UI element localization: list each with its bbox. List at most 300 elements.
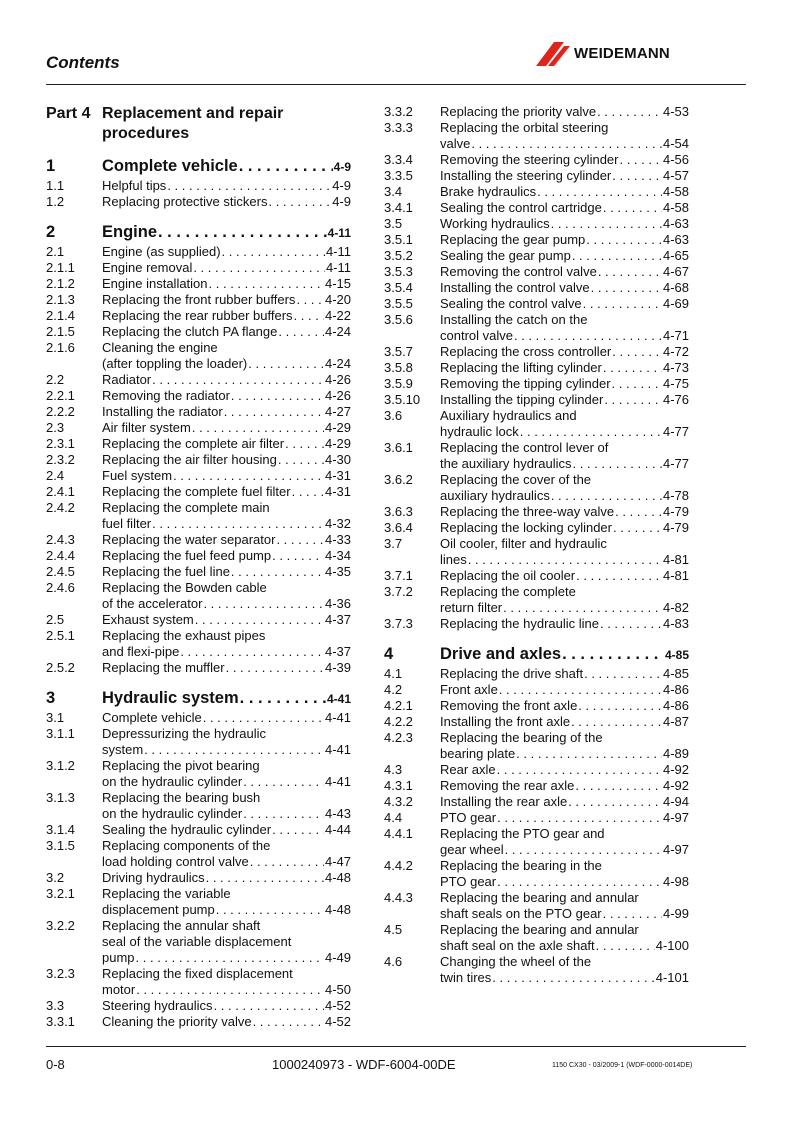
toc-leader-dots: [600, 616, 662, 632]
toc-page-number: 4-29: [324, 420, 351, 435]
toc-page-number: 4-57: [662, 168, 689, 183]
toc-entry-number: 3.5.7: [384, 344, 413, 359]
toc-entry-title: Replacing the cover of the: [440, 472, 592, 487]
toc-entry[interactable]: [46, 758, 351, 790]
toc-entry-number: 3.1.2: [46, 758, 75, 773]
toc-page-number: 4-26: [324, 372, 351, 387]
toc-entry[interactable]: [46, 308, 351, 324]
toc-chapter[interactable]: [384, 644, 689, 665]
toc-leader-dots: [216, 902, 324, 918]
toc-entry[interactable]: [46, 468, 351, 484]
toc-entry-number: 3.5.6: [384, 312, 413, 327]
toc-entry-title: Complete vehicle: [102, 710, 202, 725]
toc-entry[interactable]: [46, 420, 351, 436]
toc-entry[interactable]: [384, 584, 689, 616]
toc-leader-dots: [604, 392, 662, 408]
toc-entry[interactable]: [46, 500, 351, 532]
toc-entry-title: Replacing the priority valve: [440, 104, 597, 119]
toc-entry-number: 3.1.5: [46, 838, 75, 853]
toc-entry-title: Installing the rear axle: [440, 794, 568, 809]
toc-entry-number: 2.1.6: [46, 340, 75, 355]
toc-entry-title: Removing the rear axle: [440, 778, 575, 793]
toc-entry[interactable]: [384, 826, 689, 858]
toc-entry-title: of the accelerator: [102, 596, 203, 611]
toc-entry[interactable]: [46, 580, 351, 612]
toc-entry[interactable]: [384, 120, 689, 152]
toc-leader-dots: [239, 156, 333, 176]
toc-entry-title: Oil cooler, filter and hydraulic: [440, 536, 607, 551]
toc-entry-title: Replacing the control lever of: [440, 440, 609, 455]
part-title-line: Replacement and repair: [102, 105, 284, 122]
toc-leader-dots: [272, 822, 324, 838]
toc-page-number: 4-75: [662, 376, 689, 391]
toc-entry[interactable]: [384, 376, 689, 392]
toc-page-number: 4-72: [662, 344, 689, 359]
toc-leader-dots: [468, 552, 662, 568]
toc-entry-number: 4.2: [384, 682, 403, 697]
toc-entry[interactable]: [46, 612, 351, 628]
toc-entry[interactable]: [46, 372, 351, 388]
toc-leader-dots: [248, 356, 324, 372]
toc-entry[interactable]: [46, 966, 351, 998]
toc-leader-dots: [584, 666, 662, 682]
toc-leader-dots: [222, 244, 325, 260]
toc-entry[interactable]: [384, 714, 689, 730]
toc-leader-dots: [250, 854, 324, 870]
toc-leader-dots: [578, 698, 662, 714]
toc-page-number: 4-24: [324, 324, 351, 339]
toc-entry[interactable]: [384, 730, 689, 762]
toc-leader-dots: [597, 104, 662, 120]
toc-entry-number: 3.5.3: [384, 264, 413, 279]
toc-entry-number: 4.2.2: [384, 714, 413, 729]
toc-page-number: 4-29: [324, 436, 351, 451]
toc-entry[interactable]: [384, 698, 689, 714]
toc-leader-dots: [575, 778, 662, 794]
toc-entry[interactable]: [384, 360, 689, 376]
toc-entry-number: 3: [46, 689, 56, 707]
toc-entry-number: 3.3: [46, 998, 65, 1013]
toc-entry[interactable]: [46, 838, 351, 870]
toc-entry[interactable]: [384, 778, 689, 794]
toc-entry-title: bearing plate: [440, 746, 516, 761]
toc-page-number: 4-86: [662, 682, 689, 697]
toc-entry-number: 3.6.3: [384, 504, 413, 519]
toc-leader-dots: [268, 194, 331, 210]
toc-entry-number: 1: [46, 157, 56, 175]
toc-page-number: 4-43: [324, 806, 351, 821]
toc-entry-number: 3.2.3: [46, 966, 75, 981]
toc-chapter[interactable]: [46, 156, 351, 177]
toc-leader-dots: [568, 794, 662, 810]
toc-page-number: 4-79: [662, 520, 689, 535]
toc-list-left: [46, 156, 351, 1030]
toc-entry-title: the auxiliary hydraulics: [440, 456, 572, 471]
toc-leader-dots: [243, 774, 324, 790]
toc-leader-dots: [573, 456, 662, 472]
toc-column-left: [46, 104, 351, 1030]
toc-entry-title: Installing the tipping cylinder: [440, 392, 604, 407]
toc-page-number: 4-48: [324, 870, 351, 885]
toc-entry[interactable]: [384, 520, 689, 536]
toc-entry-number: 2.2.2: [46, 404, 75, 419]
toc-entry-title: Replacing the bearing and annular: [440, 890, 639, 905]
toc-entry[interactable]: [384, 666, 689, 682]
toc-entry-title: fuel filter: [102, 516, 152, 531]
toc-entry-number: 3.5.1: [384, 232, 413, 247]
header-divider: [46, 84, 746, 85]
toc-entry-number: 2.3.1: [46, 436, 75, 451]
toc-entry[interactable]: [46, 388, 351, 404]
toc-page-number: 4-68: [662, 280, 689, 295]
toc-page-number: 4-97: [662, 810, 689, 825]
toc-entry[interactable]: [46, 548, 351, 564]
toc-entry-title: Engine (as supplied): [102, 244, 221, 259]
toc-entry-number: 2.4.4: [46, 548, 75, 563]
toc-leader-dots: [598, 264, 662, 280]
toc-entry-title: system: [102, 742, 144, 757]
toc-entry-title: hydraulic lock: [440, 424, 519, 439]
toc-entry-title: Cleaning the engine: [102, 340, 218, 355]
toc-entry-title: Removing the control valve: [440, 264, 597, 279]
toc-entry-number: 3.5.5: [384, 296, 413, 311]
toc-leader-dots: [272, 548, 324, 564]
toc-leader-dots: [596, 938, 655, 954]
toc-page-number: 4-37: [324, 612, 351, 627]
toc-entry-title: Radiator: [102, 372, 152, 387]
toc-entry-number: 2.1.2: [46, 276, 75, 291]
toc-leader-dots: [612, 376, 662, 392]
toc-leader-dots: [292, 484, 324, 500]
toc-entry-title: Replacing the gear pump: [440, 232, 586, 247]
toc-entry-title: Replacing the bearing of the: [440, 730, 603, 745]
toc-leader-dots: [278, 324, 324, 340]
toc-entry[interactable]: [384, 280, 689, 296]
toc-chapter[interactable]: [46, 222, 351, 243]
toc-entry-number: 3.3.2: [384, 104, 413, 119]
toc-entry[interactable]: [384, 682, 689, 698]
toc-entry-title: Replacing the drive shaft: [440, 666, 584, 681]
toc-entry-number: 3.5.2: [384, 248, 413, 263]
toc-entry[interactable]: [384, 922, 689, 954]
toc-entry[interactable]: [46, 660, 351, 676]
toc-entry[interactable]: [46, 260, 351, 276]
toc-entry-number: 3.6.1: [384, 440, 413, 455]
toc-entry-number: 4.2.3: [384, 730, 413, 745]
footer-reference: 1150 CX30 - 03/2009-1 (WDF-0000-0014DE): [552, 1062, 693, 1069]
toc-entry[interactable]: [46, 532, 351, 548]
toc-entry[interactable]: [384, 248, 689, 264]
toc-entry-title: Replacing the hydraulic line: [440, 616, 599, 631]
toc-entry-title: displacement pump: [102, 902, 215, 917]
toc-page-number: 4-101: [655, 970, 689, 985]
toc-entry-title: Front axle: [440, 682, 498, 697]
toc-entry-title: Sealing the control cartridge: [440, 200, 602, 215]
toc-entry[interactable]: [384, 200, 689, 216]
toc-leader-dots: [551, 216, 662, 232]
toc-entry[interactable]: [384, 168, 689, 184]
toc-entry[interactable]: [384, 152, 689, 168]
toc-entry-title: on the hydraulic cylinder: [102, 774, 243, 789]
toc-entry-number: 4: [384, 645, 394, 663]
toc-entry[interactable]: [46, 324, 351, 340]
toc-leader-dots: [193, 260, 325, 276]
toc-entry-title: PTO gear: [440, 874, 497, 889]
part-number: Part 4: [46, 105, 91, 122]
toc-entry[interactable]: [384, 440, 689, 472]
footer-doc-id: 1000240973 - WDF-6004-00DE: [272, 1057, 456, 1072]
toc-entry-number: 4.1: [384, 666, 403, 681]
toc-entry-title: Removing the front axle: [440, 698, 578, 713]
toc-entry-number: 2.4: [46, 468, 65, 483]
toc-leader-dots: [243, 806, 324, 822]
page-title: Contents: [46, 53, 120, 72]
toc-page-number: 4-9: [332, 194, 351, 209]
toc-entry-number: 2.4.6: [46, 580, 75, 595]
toc-entry[interactable]: [46, 292, 351, 308]
toc-entry-title: Replacing the fixed displacement: [102, 966, 293, 981]
toc-entry[interactable]: [46, 710, 351, 726]
toc-entry-number: 2.2: [46, 372, 65, 387]
toc-page-number: 4-41: [324, 710, 351, 725]
toc-entry[interactable]: [384, 568, 689, 584]
toc-page-number: 4-97: [662, 842, 689, 857]
toc-entry[interactable]: [384, 504, 689, 520]
toc-entry-title: pump: [102, 950, 135, 965]
toc-page-number: 4-34: [324, 548, 351, 563]
toc-entry-title: Complete vehicle: [102, 157, 238, 175]
toc-leader-dots: [203, 596, 324, 612]
toc-page-number: 4-58: [662, 184, 689, 199]
toc-entry-title: Replacing the exhaust pipes: [102, 628, 266, 643]
toc-leader-dots: [180, 644, 324, 660]
toc-entry[interactable]: [384, 954, 689, 986]
toc-entry-number: 3.5.9: [384, 376, 413, 391]
toc-entry-title: Replacing the muffler: [102, 660, 225, 675]
toc-entry-number: 4.3: [384, 762, 403, 777]
toc-entry[interactable]: [46, 822, 351, 838]
toc-entry[interactable]: [384, 312, 689, 344]
toc-entry[interactable]: [46, 178, 351, 194]
toc-entry-number: 1.2: [46, 194, 65, 209]
toc-entry-number: 2.3: [46, 420, 65, 435]
toc-entry-number: 3.2.1: [46, 886, 75, 901]
toc-entry-number: 3.3.5: [384, 168, 413, 183]
toc-entry[interactable]: [46, 452, 351, 468]
toc-entry-title: Exhaust system: [102, 612, 194, 627]
toc-entry[interactable]: [46, 628, 351, 660]
toc-page-number: 4-48: [324, 902, 351, 917]
toc-page-number: 4-67: [662, 264, 689, 279]
toc-entry-title: Brake hydraulics: [440, 184, 537, 199]
toc-entry-title: Engine: [102, 223, 158, 241]
toc-entry[interactable]: [46, 436, 351, 452]
toc-entry-title: Hydraulic system: [102, 689, 239, 707]
toc-page-number: 4-92: [662, 762, 689, 777]
toc-entry-title: return filter: [440, 600, 503, 615]
toc-page-number: 4-24: [324, 356, 351, 371]
toc-entry-title: Replacing the bearing in the: [440, 858, 602, 873]
toc-page-number: 4-83: [662, 616, 689, 631]
toc-entry-title: Driving hydraulics: [102, 870, 205, 885]
toc-leader-dots: [505, 842, 662, 858]
toc-entry[interactable]: [46, 564, 351, 580]
toc-entry[interactable]: [46, 340, 351, 372]
toc-page-number: 4-41: [324, 774, 351, 789]
toc-leader-dots: [152, 372, 324, 388]
toc-entry-title: Replacing the lifting cylinder: [440, 360, 602, 375]
toc-entry-title: Replacing the annular shaft: [102, 918, 261, 933]
toc-entry[interactable]: [384, 794, 689, 810]
toc-entry-title: control valve: [440, 328, 513, 343]
toc-page-number: 4-33: [324, 532, 351, 547]
toc-entry-title: Sealing the control valve: [440, 296, 582, 311]
toc-entry[interactable]: [46, 790, 351, 822]
toc-entry-number: 3.1: [46, 710, 65, 725]
toc-entry-number: 4.6: [384, 954, 403, 969]
toc-entry-number: 3.3.4: [384, 152, 413, 167]
toc-entry-number: 3.1.1: [46, 726, 75, 741]
toc-entry-title: Replacing the rear rubber buffers: [102, 308, 293, 323]
toc-entry[interactable]: [384, 858, 689, 890]
toc-entry[interactable]: [46, 918, 351, 966]
toc-entry[interactable]: [384, 616, 689, 632]
toc-entry[interactable]: [384, 762, 689, 778]
toc-entry-title: Air filter system: [102, 420, 191, 435]
toc-leader-dots: [572, 248, 662, 264]
toc-entry[interactable]: [384, 408, 689, 440]
toc-entry-number: 3.2.2: [46, 918, 75, 933]
toc-entry[interactable]: [46, 870, 351, 886]
toc-leader-dots: [551, 488, 662, 504]
toc-entry-number: 3.6.2: [384, 472, 413, 487]
toc-entry-title: Replacing the locking cylinder: [440, 520, 612, 535]
toc-entry[interactable]: [384, 890, 689, 922]
toc-leader-dots: [537, 184, 662, 200]
toc-entry[interactable]: [384, 232, 689, 248]
toc-entry-title: Installing the control valve: [440, 280, 590, 295]
toc-entry-number: 3.3.3: [384, 120, 413, 135]
toc-entry[interactable]: [46, 886, 351, 918]
toc-entry-number: 4.4.3: [384, 890, 413, 905]
toc-entry-title: Engine removal: [102, 260, 193, 275]
toc-entry[interactable]: [46, 244, 351, 260]
toc-leader-dots: [612, 344, 662, 360]
toc-entry[interactable]: [384, 810, 689, 826]
toc-leader-dots: [231, 564, 324, 580]
toc-entry-title: (after toppling the loader): [102, 356, 248, 371]
toc-entry-number: 3.5.4: [384, 280, 413, 295]
toc-leader-dots: [231, 388, 324, 404]
toc-leader-dots: [294, 308, 324, 324]
toc-entry[interactable]: [46, 276, 351, 292]
toc-entry[interactable]: [46, 998, 351, 1014]
toc-entry-title: Installing the steering cylinder: [440, 168, 612, 183]
toc-entry-number: 2.1: [46, 244, 65, 259]
toc-entry-title: Cleaning the priority valve: [102, 1014, 252, 1029]
toc-entry[interactable]: [46, 194, 351, 210]
toc-entry[interactable]: [384, 184, 689, 200]
toc-entry-title: and flexi-pipe: [102, 644, 180, 659]
toc-page-number: 4-65: [662, 248, 689, 263]
toc-entry[interactable]: [46, 484, 351, 500]
part-heading: [46, 104, 351, 144]
toc-entry-title: Replacing the variable: [102, 886, 231, 901]
toc-page-number: 4-35: [324, 564, 351, 579]
toc-page-number: 4-41: [326, 692, 351, 706]
toc-leader-dots: [276, 532, 324, 548]
toc-entry[interactable]: [384, 264, 689, 280]
toc-leader-dots: [613, 520, 662, 536]
toc-entry-number: 4.4.1: [384, 826, 413, 841]
toc-entry[interactable]: [46, 726, 351, 758]
toc-entry-title: Replacing the three-way valve: [440, 504, 615, 519]
toc-entry-number: 4.4.2: [384, 858, 413, 873]
toc-entry[interactable]: [46, 404, 351, 420]
toc-entry-title: Sealing the hydraulic cylinder: [102, 822, 272, 837]
toc-entry-title: Replacing the orbital steering: [440, 120, 609, 135]
toc-entry[interactable]: [46, 1014, 351, 1030]
toc-entry-title: seal of the variable displacement: [102, 934, 292, 949]
toc-entry-title: twin tires: [440, 970, 492, 985]
toc-page-number: 4-53: [662, 104, 689, 119]
toc-leader-dots: [192, 420, 324, 436]
toc-entry-title: load holding control valve: [102, 854, 249, 869]
toc-entry-title: Fuel system: [102, 468, 173, 483]
toc-entry[interactable]: [384, 296, 689, 312]
toc-entry-number: 3.3.1: [46, 1014, 75, 1029]
toc-page-number: 4-86: [662, 698, 689, 713]
toc-leader-dots: [226, 660, 324, 676]
toc-entry-number: 3.2: [46, 870, 65, 885]
toc-entry[interactable]: [384, 392, 689, 408]
toc-entry-title: shaft seal on the axle shaft: [440, 938, 595, 953]
toc-entry-number: 3.6: [384, 408, 403, 423]
toc-entry[interactable]: [384, 104, 689, 120]
toc-page-number: 4-78: [662, 488, 689, 503]
footer-page-number: 0-8: [46, 1057, 65, 1072]
toc-page-number: 4-37: [324, 644, 351, 659]
toc-chapter[interactable]: [46, 688, 351, 709]
toc-entry[interactable]: [384, 472, 689, 504]
toc-entry-number: 4.2.1: [384, 698, 413, 713]
toc-entry-title: Helpful tips: [102, 178, 167, 193]
toc-entry-number: 3.5.10: [384, 392, 421, 407]
toc-entry-number: 2.5.2: [46, 660, 75, 675]
brand-logo: [534, 38, 670, 68]
toc-page-number: 4-94: [662, 794, 689, 809]
toc-page-number: 4-54: [662, 136, 689, 151]
toc-entry-title: Removing the radiator: [102, 388, 230, 403]
toc-leader-dots: [603, 360, 662, 376]
toc-entry-number: 3.7: [384, 536, 403, 551]
toc-entry-title: Replacing the complete: [440, 584, 576, 599]
toc-entry-title: Installing the radiator: [102, 404, 223, 419]
toc-page-number: 4-100: [655, 938, 689, 953]
toc-entry-number: 3.5.8: [384, 360, 413, 375]
toc-entry-title: Working hydraulics: [440, 216, 550, 231]
toc-page-number: 4-81: [662, 568, 689, 583]
toc-page-number: 4-77: [662, 456, 689, 471]
toc-entry-title: Sealing the gear pump: [440, 248, 571, 263]
toc-entry[interactable]: [384, 536, 689, 568]
toc-entry-title: Replacing the Bowden cable: [102, 580, 267, 595]
toc-page-number: 4-26: [324, 388, 351, 403]
toc-entry-title: Removing the tipping cylinder: [440, 376, 611, 391]
toc-entry-number: 2.5: [46, 612, 65, 627]
toc-entry[interactable]: [384, 216, 689, 232]
toc-entry[interactable]: [384, 344, 689, 360]
